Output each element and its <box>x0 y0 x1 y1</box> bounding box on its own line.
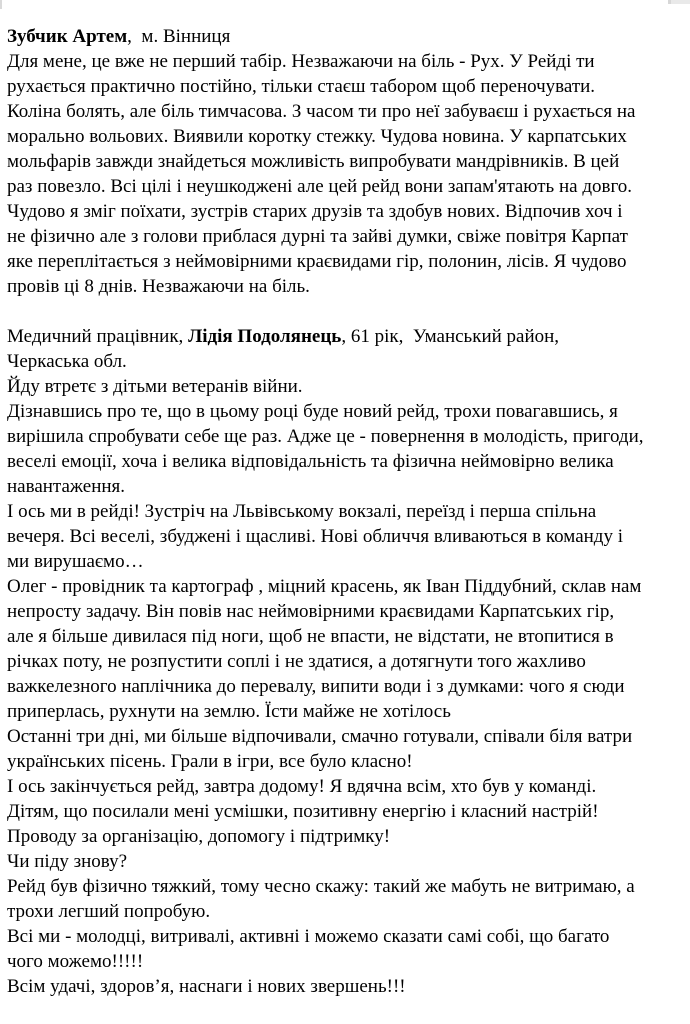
text-line <box>7 649 687 674</box>
text-line <box>7 399 687 424</box>
testimonial-zubchyk-artem <box>7 24 687 299</box>
text-line <box>7 149 687 174</box>
text-line <box>7 624 687 649</box>
text-run: Дітям, що посилали мені усмішки, позитивну енергію і класний настрій! <box>7 801 599 822</box>
text-run: морально вольових. Виявили коротку стежку. Чудова новина. У карпатських <box>7 126 627 147</box>
person-name: Зубчик Артем <box>7 26 128 47</box>
cropped-ui-fragment-top-right <box>668 0 690 4</box>
text-line <box>7 974 687 999</box>
text-line <box>7 424 687 449</box>
text-line <box>7 574 687 599</box>
text-run: І ось закінчується рейд, завтра додому! Я вдячна всім, хто був у команді. <box>7 776 597 797</box>
text-line <box>7 849 687 874</box>
text-run: , м. Вінниця <box>127 26 231 47</box>
text-line <box>7 224 687 249</box>
text-line <box>7 799 687 824</box>
text-line <box>7 274 687 299</box>
text-run: непросту задачу. Він повів нас неймовірними краєвидами Карпатських гір, <box>7 601 615 622</box>
text-run: яке переплітається з неймовірними краєвидами гір, полонин, лісів. Я чудово <box>7 251 627 272</box>
text-run: річках поту, не розпустити соплі і не здатися, а дотягнути того жахливо <box>7 651 586 672</box>
text-run: Дізнавшись про те, що в цьому році буде новий рейд, трохи повагавшись, я <box>7 401 618 422</box>
text-run: І ось ми в рейді! Зустріч на Львівському вокзалі, переїзд і перша спільна <box>7 501 597 522</box>
text-run: Медичний працівник, <box>7 326 189 347</box>
text-run: раз повезло. Всі цілі і неушкоджені але цей рейд вони запам'ятають на довго. <box>7 176 633 197</box>
text-run: мольфарів завжди знайдеться можливість випробувати мандрівників. В цей <box>7 151 620 172</box>
text-line <box>7 49 687 74</box>
text-line <box>7 599 687 624</box>
cropped-ui-fragment-top-left <box>0 0 2 9</box>
text-line <box>7 249 687 274</box>
text-line <box>7 474 687 499</box>
text-run: українських пісень. Грали в ігри, все було класно! <box>7 751 413 772</box>
text-line <box>7 549 687 574</box>
text-run: Олег - провідник та картограф , міцний красень, як Іван Піддубний, склав нам <box>7 576 642 597</box>
text-run: Для мене, це вже не перший табір. Незважаючи на біль - Рух. У Рейді ти <box>7 51 595 72</box>
text-run: навантаження. <box>7 476 126 497</box>
text-run: рухається практично постійно, тільки стаєш табором щоб переночувати. <box>7 76 596 97</box>
blank-line <box>7 299 687 324</box>
person-name: Лідія Подолянець <box>188 326 342 347</box>
text-run: провів ці 8 днів. Незважаючи на біль. <box>7 276 310 297</box>
text-run: не фізично але з голови приблася дурні та зайві думки, свіже повітря Карпат <box>7 226 628 247</box>
text-line <box>7 899 687 924</box>
text-line <box>7 74 687 99</box>
text-line <box>7 499 687 524</box>
text-line <box>7 824 687 849</box>
text-line <box>7 374 687 399</box>
text-run: трохи легший попробую. <box>7 901 211 922</box>
text-run: Черкаська обл. <box>7 351 127 372</box>
text-run: , 61 рік, Уманський район, <box>341 326 560 347</box>
text-run: Всім удачі, здоров’я, наснаги і нових звершень!!! <box>7 976 406 997</box>
text-run: Рейд був фізично тяжкий, тому чесно скажу: такий же мабуть не витримаю, а <box>7 876 635 897</box>
text-run: Проводу за організацію, допомогу і підтримку! <box>7 826 391 847</box>
text-line <box>7 924 687 949</box>
document-body <box>7 24 687 999</box>
text-run: Всі ми - молодці, витривалі, активні і можемо сказати самі собі, що багато <box>7 926 610 947</box>
text-line <box>7 724 687 749</box>
text-run: Чудово я зміг поїхати, зустрів старих друзів та здобув нових. Відпочив хоч і <box>7 201 623 222</box>
text-run: Коліна болять, але біль тимчасова. З часом ти про неї забуваєш і рухається на <box>7 101 636 122</box>
text-line <box>7 449 687 474</box>
text-line <box>7 349 687 374</box>
text-run: вечеря. Всі веселі, збуджені і щасливі. Нові обличчя вливаються в команду і <box>7 526 623 547</box>
text-run: приперлась, рухнути на землю. Їсти майже не хотілось <box>7 701 451 722</box>
text-run: Чи піду знову? <box>7 851 128 872</box>
text-run: вирішила спробувати себе ще раз. Адже це - повернення в молодість, пригоди, <box>7 426 644 447</box>
text-line <box>7 524 687 549</box>
text-run: Йду втретє з дітьми ветеранів війни. <box>7 376 303 397</box>
text-run: важкелезного наплічника до перевалу, випити води і з думками: чого я сюди <box>7 676 625 697</box>
text-line <box>7 99 687 124</box>
text-line <box>7 124 687 149</box>
text-line <box>7 949 687 974</box>
testimonial-lidiia-podolianets <box>7 324 687 999</box>
section-spacer <box>7 299 687 324</box>
text-line <box>7 174 687 199</box>
text-line <box>7 874 687 899</box>
text-run: ми вирушаємо… <box>7 551 144 572</box>
text-line <box>7 674 687 699</box>
text-run: веселі емоції, хоча і велика відповідальність та фізична неймовірно велика <box>7 451 614 472</box>
text-line <box>7 749 687 774</box>
text-run: Останні три дні, ми більше відпочивали, смачно готували, співали біля ватри <box>7 726 633 747</box>
text-line <box>7 199 687 224</box>
text-line <box>7 774 687 799</box>
text-run: але я більше дивилася під ноги, щоб не впасти, не відстати, не втопитися в <box>7 626 614 647</box>
text-line <box>7 699 687 724</box>
text-line <box>7 24 687 49</box>
text-line <box>7 324 687 349</box>
text-run: чого можемо!!!!! <box>7 951 144 972</box>
